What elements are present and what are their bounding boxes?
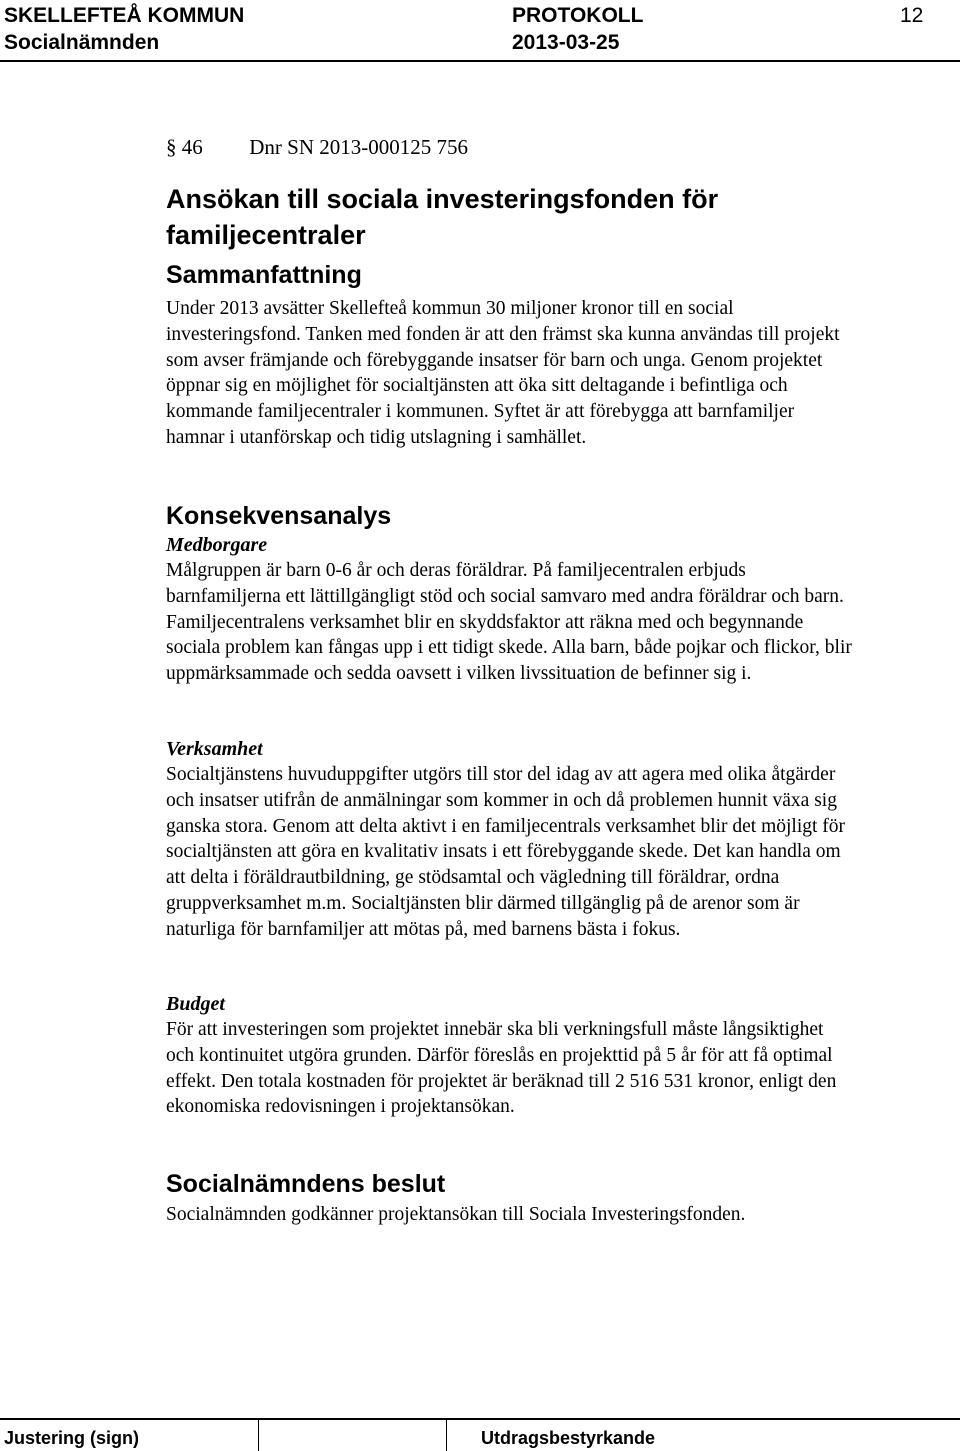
header-divider xyxy=(0,60,960,62)
summary-heading: Sammanfattning xyxy=(166,261,362,289)
paragraph-reference xyxy=(166,134,468,160)
paragraph-sign: § xyxy=(166,135,177,159)
footer-certification-label: Utdragsbestyrkande xyxy=(481,1428,656,1448)
budget-heading: Budget xyxy=(166,993,225,1015)
decision-text: Socialnämnden godkänner projektansökan till Sociala Investeringsfonden. xyxy=(166,1204,746,1225)
citizens-text: Målgruppen är barn 0-6 år och deras föräldrar. På familjecentralen erbjuds barnfamiljerna ett lättillgängligt stöd och social samvaro med andra föräldrar och barn. Familjecentralens verksamhet blir en skyddsfaktor att räkna med och begynnande sociala problem kan fångas upp i ett tidigt skede. Alla barn, både pojkar och flickor, blir uppmärksammade och sedda oavsett i vilken livssituation de befinner sig i. xyxy=(166,560,852,685)
summary-text: Under 2013 avsätter Skellefteå kommun 30 miljoner kronor till en social investeringsfond. Tanken med fonden är att den främst ska kunna användas till projekt som avser främjande och förebyggande insatser för barn och unga. Genom projektet öppnar sig en möjlighet för socialtjänsten att öka sitt deltagande i befintliga och kommande familjecentraler i kommunen. Syftet är att förebygga att barnfamiljer hamnar i utanförskap och tidig utslagning i samhället. xyxy=(166,298,840,448)
operations-text: Socialtjänstens huvuduppgifter utgörs till stor del idag av att agera med olika åtgärder och insatser utifrån de anmälningar som kommer in och då problemen hunnit växa sig ganska stora. Genom att delta aktivt i en familjecentrals verksamhet blir det möjligt för socialtjänsten att göra en kvalitativ insats i ett förebyggande skede. Det kan handla om att delta i föräldrautbildning, ge stödsamtal och vägledning till föräldrar, ordna gruppverksamhet m.m. Socialtjänsten blir därmed tillgänglig på de arenor som är naturliga för barnfamiljer att mötas på, med barnens bästa i fokus. xyxy=(166,764,846,940)
decision-heading: Socialnämndens beslut xyxy=(166,1170,446,1198)
header-board: Socialnämnden xyxy=(4,31,160,54)
header-org: SKELLEFTEÅ KOMMUN xyxy=(4,4,245,27)
paragraph-number: 46 xyxy=(181,135,203,159)
operations-heading: Verksamhet xyxy=(166,738,263,760)
citizens-heading: Medborgare xyxy=(166,534,268,556)
footer-signature-label: Justering (sign) xyxy=(4,1428,140,1448)
footer-center-divider xyxy=(446,1420,447,1451)
footer-divider xyxy=(0,1418,960,1420)
header-date: 2013-03-25 xyxy=(512,31,620,54)
analysis-heading: Konsekvensanalys xyxy=(166,502,392,530)
footer-signature-box-divider xyxy=(258,1420,259,1451)
header-doc-type: PROTOKOLL xyxy=(512,4,644,27)
dnr-number: Dnr SN 2013-000125 756 xyxy=(249,135,468,159)
header-page-number: 12 xyxy=(900,4,924,27)
document-title: Ansökan till sociala investeringsfonden för familjecentraler xyxy=(166,184,719,250)
budget-text: För att investeringen som projektet innebär ska bli verkningsfull måste långsiktighet och kontinuitet utgöra grunden. Därför föreslås en projekttid på 5 år för att få optimal effekt. Den totala kostnaden för projektet är beräknad till 2 516 531 kronor, enligt den ekonomiska redovisningen i projektansökan. xyxy=(166,1019,837,1118)
